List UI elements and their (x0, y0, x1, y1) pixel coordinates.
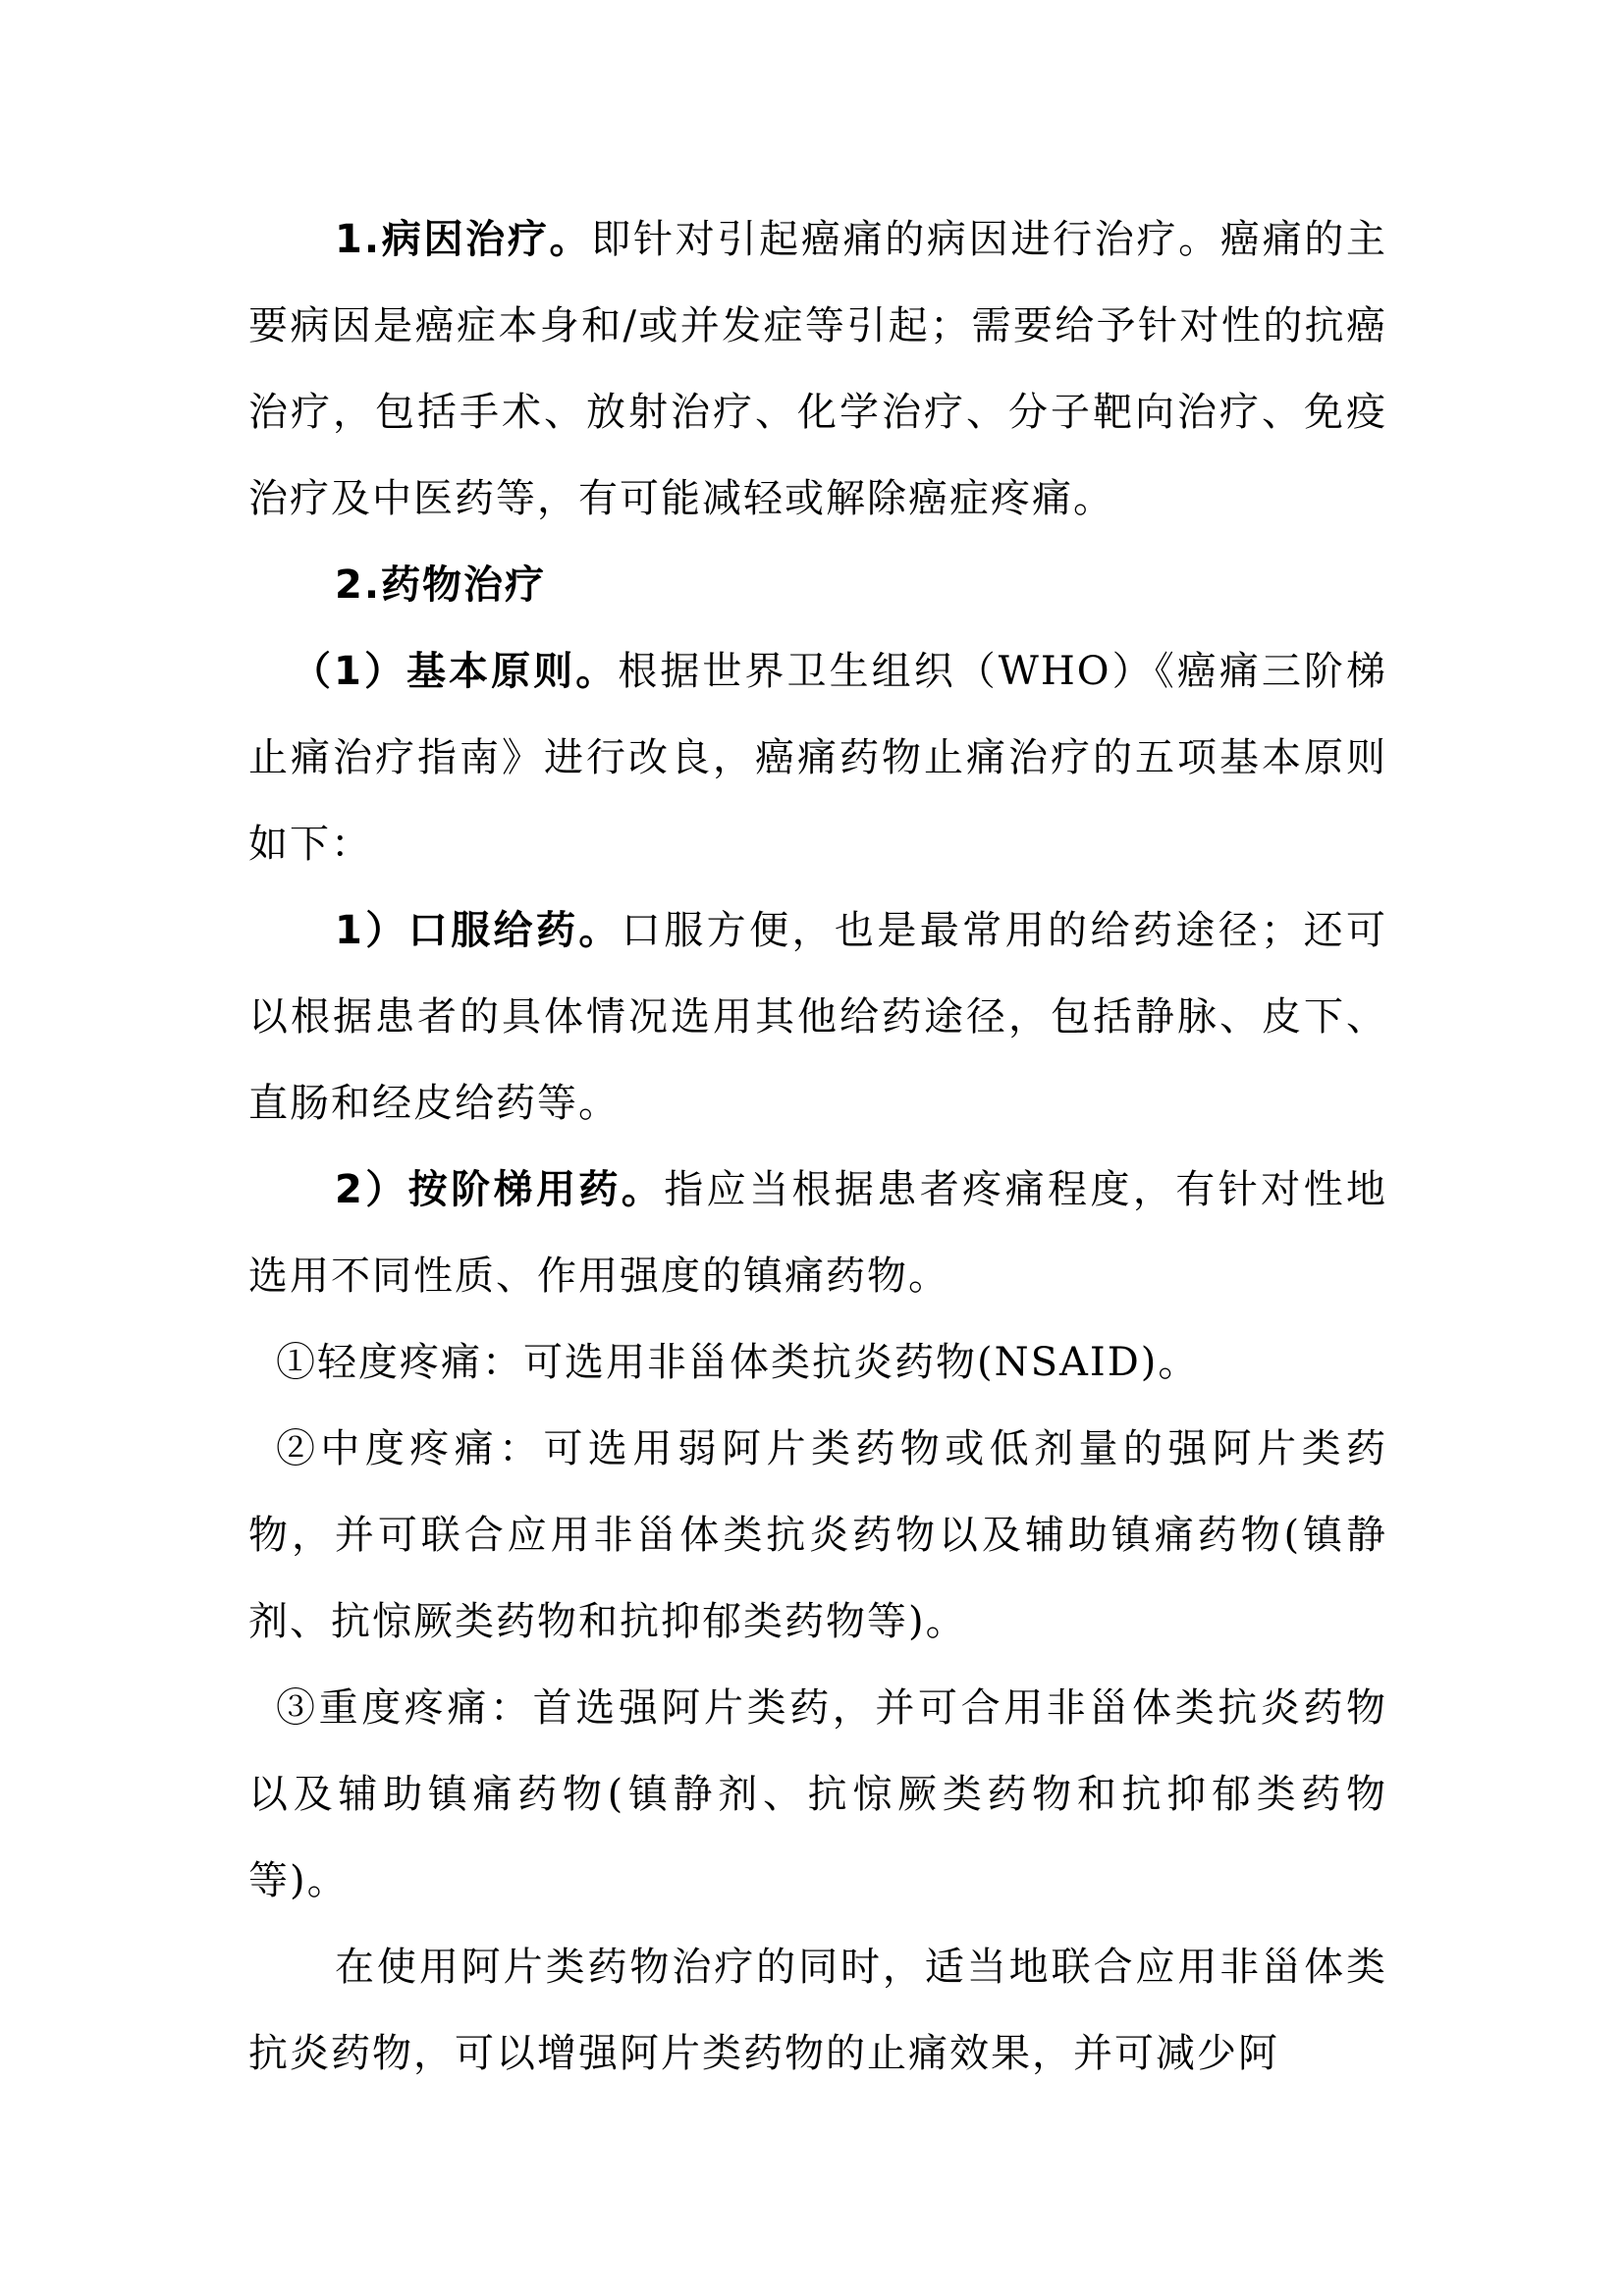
paragraph-etiology-treatment (248, 196, 1387, 542)
list-item-mild-pain (248, 1319, 1387, 1406)
paragraph-heading: 1）口服给药。 (335, 908, 622, 953)
section-heading-drug-treatment (248, 542, 1387, 628)
paragraph-heading: 2.药物治疗 (335, 562, 547, 608)
paragraph-basic-principles (248, 628, 1387, 887)
paragraph-text: ③重度疼痛：首选强阿片类药，并可合用非甾体类抗炎药物以及辅助镇痛药物(镇静剂、抗惊厥类药物和抗抑郁类药物等)。 (248, 1685, 1387, 1903)
paragraph-text: ①轻度疼痛：可选用非甾体类抗炎药物(NSAID)。 (276, 1340, 1200, 1385)
list-item-moderate-pain (248, 1406, 1387, 1665)
paragraph-text: 即针对引起癌痛的病因进行治疗。癌痛的主要病因是癌症本身和/或并发症等引起；需要给予针对性的抗癌治疗，包括手术、放射治疗、化学治疗、分子靶向治疗、免疫治疗及中医药等，有可能减轻或解除癌症疼痛。 (248, 217, 1388, 521)
paragraph-text: 口服方便，也是最常用的给药途径；还可以根据患者的具体情况选用其他给药途径，包括静脉、皮下、直肠和经皮给药等。 (248, 908, 1387, 1126)
paragraph-heading: （1）基本原则。 (292, 649, 619, 694)
paragraph-stepwise-medication (248, 1147, 1387, 1319)
paragraph-text: 指应当根据患者疼痛程度，有针对性地选用不同性质、作用强度的镇痛药物。 (248, 1167, 1387, 1299)
list-item-severe-pain (248, 1665, 1387, 1924)
paragraph-heading: 2）按阶梯用药。 (335, 1167, 665, 1212)
paragraph-text: 在使用阿片类药物治疗的同时，适当地联合应用非甾体类抗炎药物，可以增强阿片类药物的止痛效果，并可减少阿 (248, 1945, 1387, 2076)
document-page (248, 196, 1387, 2097)
paragraph-text: 根据世界卫生组织（WHO）《癌痛三阶梯止痛治疗指南》进行改良，癌痛药物止痛治疗的五项基本原则如下： (248, 649, 1387, 867)
paragraph-heading: 1.病因治疗。 (335, 217, 592, 262)
paragraph-text: ②中度疼痛：可选用弱阿片类药物或低剂量的强阿片类药物，并可联合应用非甾体类抗炎药物以及辅助镇痛药物(镇静剂、抗惊厥类药物和抗抑郁类药物等)。 (248, 1426, 1387, 1644)
paragraph-combination-therapy (248, 1924, 1387, 2097)
paragraph-oral-administration (248, 887, 1387, 1147)
